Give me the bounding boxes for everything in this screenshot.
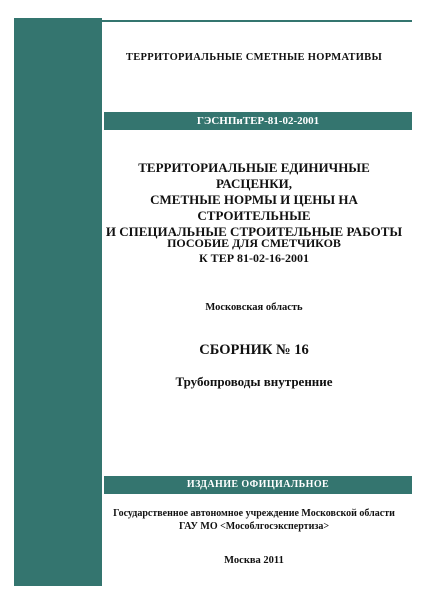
publisher: [104, 507, 404, 533]
collection-title: Трубопроводы внутренние: [175, 374, 333, 389]
city-year: Москва 2011: [224, 555, 284, 566]
document-code: ГЭСНПиТЕР-81-02-2001: [196, 115, 320, 127]
cover-side-bar: [14, 18, 102, 586]
official-edition: ИЗДАНИЕ ОФИЦИАЛЬНОЕ: [186, 479, 330, 490]
main-title-line-1: ТЕРРИТОРИАЛЬНЫЕ ЕДИНИЧНЫЕ РАСЦЕНКИ,: [138, 160, 370, 191]
subtitle: [104, 236, 404, 266]
cover-top-rule: [100, 20, 412, 22]
subtitle-line-1: ПОСОБИЕ ДЛЯ СМЕТЧИКОВ: [167, 236, 341, 250]
main-title-line-2: СМЕТНЫЕ НОРМЫ И ЦЕНЫ НА СТРОИТЕЛЬНЫЕ: [150, 192, 358, 223]
region-label: Московская область: [205, 302, 303, 313]
publisher-line-2: ГАУ МО <Мособлгосэкспертиза>: [178, 521, 330, 532]
publisher-line-1: Государственное автономное учреждение Московской области: [113, 508, 395, 519]
series-title: ТЕРРИТОРИАЛЬНЫЕ СМЕТНЫЕ НОРМАТИВЫ: [125, 52, 383, 63]
collection-number: СБОРНИК № 16: [199, 342, 309, 358]
main-title: [104, 160, 404, 240]
main-title-line-3: И СПЕЦИАЛЬНЫЕ СТРОИТЕЛЬНЫЕ РАБОТЫ: [105, 224, 403, 239]
subtitle-line-2: К ТЕР 81-02-16-2001: [198, 251, 310, 265]
